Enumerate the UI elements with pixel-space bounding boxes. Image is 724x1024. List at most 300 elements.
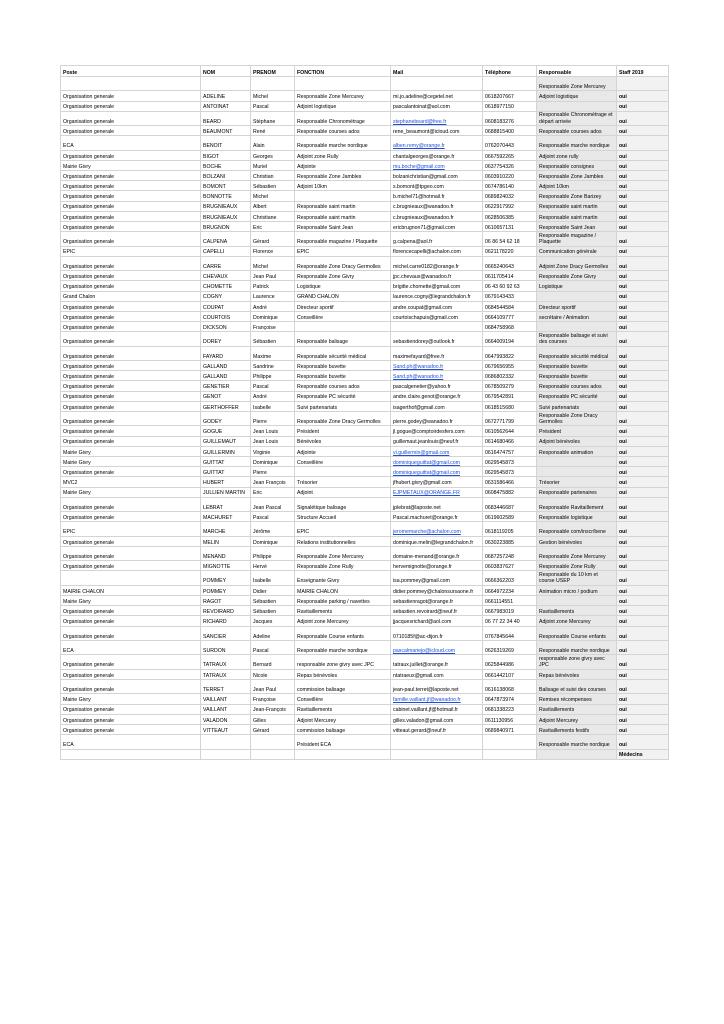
cell-mail bbox=[391, 522, 483, 536]
table-row bbox=[61, 126, 669, 136]
cell-nom: MENAND bbox=[201, 546, 251, 560]
cell-nom: BRUGNIEAUX bbox=[201, 201, 251, 211]
cell-mail bbox=[391, 749, 483, 759]
mail-text: mi.jo.adeline@cegetel.net bbox=[393, 94, 453, 101]
mail-text: s.bomont@tpgeo.com bbox=[393, 184, 444, 191]
cell-prenom: Isabelle bbox=[251, 401, 295, 411]
mail-text: maximefayard@free.fr bbox=[393, 353, 445, 360]
cell-nom: MARCHE bbox=[201, 522, 251, 536]
cell-fonction: MAIRIE CHALON bbox=[295, 585, 391, 595]
mail-text: chantalgeorges@orange.fr bbox=[393, 153, 455, 160]
cell-responsable: Responsable PC sécurité bbox=[537, 391, 617, 401]
cell-fonction: Responsable Chronométrage bbox=[295, 111, 391, 125]
cell-prenom: Jean-François bbox=[251, 704, 295, 714]
cell-fonction: Suivi partenariats bbox=[295, 401, 391, 411]
mail-text[interactable]: dominiqueguittat@gmail.com bbox=[393, 459, 460, 466]
cell-poste: ECA bbox=[61, 735, 201, 749]
cell-prenom: Eric bbox=[251, 487, 295, 497]
cell-mail bbox=[391, 281, 483, 291]
cell-responsable: Responsable Zone Barizey bbox=[537, 191, 617, 201]
table-row bbox=[61, 246, 669, 256]
cell-fonction: commission balisage bbox=[295, 679, 391, 693]
mail-text: g.calpena@aol.fr bbox=[393, 239, 433, 246]
cell-mail bbox=[391, 361, 483, 371]
cell-poste bbox=[61, 749, 201, 759]
spreadsheet bbox=[60, 65, 668, 760]
mail-text: jfhubert.givry@gmail.com bbox=[393, 480, 452, 487]
cell-responsable: Responsable Zone Givry bbox=[537, 271, 617, 281]
cell-prenom: Hervé bbox=[251, 561, 295, 571]
cell-responsable: Suivi partenariats bbox=[537, 401, 617, 411]
cell-telephone: 0666362203 bbox=[483, 571, 537, 585]
cell-mail bbox=[391, 596, 483, 606]
cell-prenom: Maxime bbox=[251, 346, 295, 360]
mail-text: sebastienragot@orange.fr bbox=[393, 598, 454, 605]
cell-responsable: Adjoint bénévoles bbox=[537, 436, 617, 446]
cell-staff: oui bbox=[617, 679, 669, 693]
cell-telephone: 0684544584 bbox=[483, 301, 537, 311]
cell-poste: Organisation generale bbox=[61, 412, 201, 426]
cell-poste: Organisation generale bbox=[61, 322, 201, 332]
cell-fonction: responsable zone givry avec JPC bbox=[295, 655, 391, 669]
cell-fonction: Logistique bbox=[295, 281, 391, 291]
cell-responsable: Adjoint zone Mercurey bbox=[537, 616, 617, 626]
cell-staff: oui bbox=[617, 512, 669, 522]
cell-poste: Organisation generale bbox=[61, 714, 201, 724]
mail-text: c.brugnieaux@wanadoo.fr bbox=[393, 204, 454, 211]
cell-responsable: Responsable consignes bbox=[537, 160, 617, 170]
cell-responsable: Responsable partenaires bbox=[537, 487, 617, 497]
cell-telephone: 0611705414 bbox=[483, 271, 537, 281]
header-responsable: Responsable bbox=[537, 66, 617, 77]
cell-responsable: Adjoint logistique bbox=[537, 91, 617, 101]
cell-responsable: Ravitaillements bbox=[537, 704, 617, 714]
cell-prenom bbox=[251, 735, 295, 749]
mail-text: jjacquesrichard@aol.com bbox=[393, 619, 452, 626]
cell-telephone: 06 77 22 34 40 bbox=[483, 616, 537, 626]
cell-fonction: Adjoint zone Rully bbox=[295, 150, 391, 160]
cell-fonction: Responsable buvette bbox=[295, 371, 391, 381]
mail-text[interactable]: Sand.ph@wanadoo.fr bbox=[393, 363, 444, 370]
cell-nom: TATRAUX bbox=[201, 669, 251, 679]
cell-telephone: 0762070443 bbox=[483, 136, 537, 150]
cell-staff: oui bbox=[617, 596, 669, 606]
table-row bbox=[61, 655, 669, 669]
cell-staff: oui bbox=[617, 246, 669, 256]
mail-text: michel.carre0182@orange.fr bbox=[393, 263, 459, 270]
cell-mail bbox=[391, 704, 483, 714]
cell-mail bbox=[391, 332, 483, 346]
cell-staff: oui bbox=[617, 160, 669, 170]
table-row bbox=[61, 749, 669, 759]
cell-poste: Mairie Givry bbox=[61, 694, 201, 704]
mail-text[interactable]: alben.remy@orange.fr bbox=[393, 143, 445, 150]
cell-telephone: 0661114551 bbox=[483, 596, 537, 606]
table-row bbox=[61, 626, 669, 640]
cell-staff: oui bbox=[617, 91, 669, 101]
mail-text: florencecapelli@achalon.com bbox=[393, 249, 461, 256]
cell-nom: MIGNOTTE bbox=[201, 561, 251, 571]
cell-poste: Organisation generale bbox=[61, 436, 201, 446]
cell-mail bbox=[391, 512, 483, 522]
cell-staff: oui bbox=[617, 222, 669, 232]
cell-responsable: Responsable saint martin bbox=[537, 201, 617, 211]
table-row bbox=[61, 171, 669, 181]
mail-text[interactable]: dominiqueguittat@gmail.com bbox=[393, 469, 460, 476]
cell-mail bbox=[391, 91, 483, 101]
cell-mail bbox=[391, 181, 483, 191]
cell-responsable: Responsable animation bbox=[537, 446, 617, 456]
cell-prenom: Gilles bbox=[251, 714, 295, 724]
cell-prenom: Christian bbox=[251, 171, 295, 181]
mail-text: jplebrat@laposte.net bbox=[393, 504, 441, 511]
cell-poste: Mairie Givry bbox=[61, 160, 201, 170]
table-row bbox=[61, 222, 669, 232]
cell-poste: Organisation generale bbox=[61, 704, 201, 714]
cell-prenom: Jérôme bbox=[251, 522, 295, 536]
cell-nom: BIGOT bbox=[201, 150, 251, 160]
cell-telephone: 0628506385 bbox=[483, 211, 537, 221]
cell-fonction: Repas bénévoles bbox=[295, 669, 391, 679]
cell-responsable: Responsable Zone Mercurey bbox=[537, 546, 617, 560]
cell-poste: Organisation generale bbox=[61, 655, 201, 669]
cell-prenom bbox=[251, 749, 295, 759]
cell-fonction: Président ECA bbox=[295, 735, 391, 749]
table-row bbox=[61, 136, 669, 150]
cell-telephone: 0629545873 bbox=[483, 467, 537, 477]
table-row bbox=[61, 361, 669, 371]
cell-staff: oui bbox=[617, 669, 669, 679]
cell-mail bbox=[391, 561, 483, 571]
header-telephone: Téléphone bbox=[483, 66, 537, 77]
cell-responsable: Responsable saint martin bbox=[537, 211, 617, 221]
mail-text[interactable]: jeromemarche@achalon.com bbox=[393, 529, 461, 536]
cell-nom: FAYARD bbox=[201, 346, 251, 360]
cell-staff: oui bbox=[617, 371, 669, 381]
cell-poste: EPIC bbox=[61, 522, 201, 536]
cell-nom: JULLIEN MARTIN bbox=[201, 487, 251, 497]
table-row bbox=[61, 446, 669, 456]
cell-responsable: secrétaire / Animation bbox=[537, 311, 617, 321]
cell-responsable: Animation micro / podium bbox=[537, 585, 617, 595]
cell-mail bbox=[391, 487, 483, 497]
cell-telephone: 0618977150 bbox=[483, 101, 537, 111]
mail-text: tatraux.juillet@orange.fr bbox=[393, 662, 449, 669]
cell-mail bbox=[391, 101, 483, 111]
cell-mail bbox=[391, 497, 483, 511]
cell-mail bbox=[391, 126, 483, 136]
cell-telephone: 0603837627 bbox=[483, 561, 537, 571]
cell-poste: Organisation generale bbox=[61, 669, 201, 679]
table-row bbox=[61, 679, 669, 693]
cell-prenom: Jean Louis bbox=[251, 436, 295, 446]
table-row bbox=[61, 536, 669, 546]
table-row bbox=[61, 426, 669, 436]
cell-responsable: Responsable Zone Dracy Germolles bbox=[537, 412, 617, 426]
cell-mail bbox=[391, 724, 483, 734]
cell-poste: Organisation generale bbox=[61, 211, 201, 221]
cell-prenom: Michel bbox=[251, 91, 295, 101]
cell-telephone: 0683446687 bbox=[483, 497, 537, 511]
cell-fonction: Responsable parking / navettes bbox=[295, 596, 391, 606]
cell-fonction: Conseillère bbox=[295, 694, 391, 704]
cell-staff: oui bbox=[617, 136, 669, 150]
table-row bbox=[61, 232, 669, 246]
cell-telephone: 0603910220 bbox=[483, 171, 537, 181]
cell-telephone: 0664109777 bbox=[483, 311, 537, 321]
cell-poste: Organisation generale bbox=[61, 467, 201, 477]
cell-telephone: 0679542891 bbox=[483, 391, 537, 401]
cell-responsable: Responsable courses ados bbox=[537, 381, 617, 391]
cell-nom: BENOIT bbox=[201, 136, 251, 150]
cell-responsable: Responsable Zone Jambles bbox=[537, 171, 617, 181]
mail-text[interactable]: vi.guillermin@gmail.com bbox=[393, 449, 450, 456]
cell-poste: Organisation generale bbox=[61, 301, 201, 311]
cell-poste: Organisation generale bbox=[61, 111, 201, 125]
table-row bbox=[61, 704, 669, 714]
cell-mail bbox=[391, 322, 483, 332]
cell-fonction: Adjoint logistique bbox=[295, 101, 391, 111]
cell-poste: Mairie Givry bbox=[61, 457, 201, 467]
table-row bbox=[61, 271, 669, 281]
cell-responsable bbox=[537, 291, 617, 301]
table-row bbox=[61, 91, 669, 101]
cell-nom: CHOMETTE bbox=[201, 281, 251, 291]
cell-staff: oui bbox=[617, 211, 669, 221]
cell-fonction: Responsable marche nordique bbox=[295, 136, 391, 150]
cell-poste: Organisation generale bbox=[61, 426, 201, 436]
table-row bbox=[61, 561, 669, 571]
header-staff-2019: Staff 2019 bbox=[617, 66, 669, 77]
cell-fonction: Directeur sportif bbox=[295, 301, 391, 311]
cell-prenom: André bbox=[251, 301, 295, 311]
table-row bbox=[61, 371, 669, 381]
cell-staff: oui bbox=[617, 291, 669, 301]
mail-text: Pascal.machuret@orange.fr bbox=[393, 514, 458, 521]
mail-text: sebastiendorey@outlook.fr bbox=[393, 339, 455, 346]
cell-responsable: Responsable logistique bbox=[537, 512, 617, 522]
cell-nom: GALLAND bbox=[201, 361, 251, 371]
cell-nom: VAILLANT bbox=[201, 694, 251, 704]
cell-staff: oui bbox=[617, 126, 669, 136]
cell-poste: MAIRIE CHALON bbox=[61, 585, 201, 595]
cell-telephone: 0686802332 bbox=[483, 371, 537, 381]
mail-text[interactable]: famille.vaillant.jf@wanadoo.fr bbox=[393, 697, 461, 704]
cell-responsable: Trésorier bbox=[537, 477, 617, 487]
cell-telephone: 0631586466 bbox=[483, 477, 537, 487]
cell-mail bbox=[391, 446, 483, 456]
cell-responsable: Ravitaillements bbox=[537, 606, 617, 616]
cell-telephone: 0616474757 bbox=[483, 446, 537, 456]
table-row bbox=[61, 467, 669, 477]
table-row bbox=[61, 669, 669, 679]
cell-telephone: 06 86 54 62 18 bbox=[483, 232, 537, 246]
cell-prenom: Philippe bbox=[251, 371, 295, 381]
cell-staff: oui bbox=[617, 322, 669, 332]
cell-prenom: Virginie bbox=[251, 446, 295, 456]
table-row bbox=[61, 571, 669, 585]
cell-staff: oui bbox=[617, 561, 669, 571]
cell-staff: oui bbox=[617, 536, 669, 546]
cell-fonction: commission balisage bbox=[295, 724, 391, 734]
table-row bbox=[61, 311, 669, 321]
mail-text[interactable]: Sand.ph@wanadoo.fr bbox=[393, 374, 444, 381]
cell-telephone: 0647873974 bbox=[483, 694, 537, 704]
table-row bbox=[61, 641, 669, 655]
cell-prenom: Dominique bbox=[251, 311, 295, 321]
cell-nom: COGNY bbox=[201, 291, 251, 301]
cell-telephone: 0619602589 bbox=[483, 512, 537, 522]
table-row bbox=[61, 111, 669, 125]
cell-telephone: 0689824032 bbox=[483, 191, 537, 201]
cell-responsable: Responsable marche nordique bbox=[537, 735, 617, 749]
cell-mail bbox=[391, 311, 483, 321]
cell-poste: Organisation generale bbox=[61, 191, 201, 201]
cell-staff: oui bbox=[617, 446, 669, 456]
cell-nom: VAILLANT bbox=[201, 704, 251, 714]
mail-text[interactable]: pascalmariejo@icloud.com bbox=[393, 648, 456, 654]
cell-mail bbox=[391, 694, 483, 704]
cell-nom: GENOT bbox=[201, 391, 251, 401]
cell-nom: ANTOINAT bbox=[201, 101, 251, 111]
cell-prenom: Alain bbox=[251, 136, 295, 150]
table-row bbox=[61, 436, 669, 446]
cell-poste: Organisation generale bbox=[61, 201, 201, 211]
cell-responsable: Responsable marche nordique bbox=[537, 641, 617, 655]
header-prenom: PRENOM bbox=[251, 66, 295, 77]
mail-text[interactable]: mu.boche@gmail.com bbox=[393, 163, 445, 170]
table-row bbox=[61, 724, 669, 734]
cell-prenom: Muriel bbox=[251, 160, 295, 170]
cell-mail bbox=[391, 77, 483, 91]
header-poste: Poste bbox=[61, 66, 201, 77]
cell-poste: Organisation generale bbox=[61, 536, 201, 546]
cell-fonction: Responsable Saint Jean bbox=[295, 222, 391, 232]
cell-poste: Organisation generale bbox=[61, 724, 201, 734]
cell-fonction: Responsable sécurité médical bbox=[295, 346, 391, 360]
cell-staff: oui bbox=[617, 391, 669, 401]
cell-prenom: Philippe bbox=[251, 546, 295, 560]
table-row bbox=[61, 181, 669, 191]
cell-poste: Organisation generale bbox=[61, 256, 201, 270]
cell-responsable: Adjoint 10km bbox=[537, 181, 617, 191]
cell-prenom: Florence bbox=[251, 246, 295, 256]
cell-mail bbox=[391, 381, 483, 391]
cell-staff: oui bbox=[617, 606, 669, 616]
cell-nom: COUPAT bbox=[201, 301, 251, 311]
table-row bbox=[61, 301, 669, 311]
cell-nom bbox=[201, 749, 251, 759]
cell-prenom: Didier bbox=[251, 585, 295, 595]
cell-telephone: 0647993822 bbox=[483, 346, 537, 360]
cell-responsable: Responsable Course enfants bbox=[537, 626, 617, 640]
mail-text[interactable]: EJPMETAUX@ORANGE.FR bbox=[393, 490, 460, 497]
cell-prenom: Gérard bbox=[251, 232, 295, 246]
cell-poste: Organisation generale bbox=[61, 626, 201, 640]
cell-fonction bbox=[295, 749, 391, 759]
cell-fonction: Responsable Zone Mercurey bbox=[295, 546, 391, 560]
mail-text: dominique.melin@legrandchalon.fr bbox=[393, 539, 474, 546]
cell-fonction bbox=[295, 467, 391, 477]
cell-staff: oui bbox=[617, 426, 669, 436]
cell-mail bbox=[391, 160, 483, 170]
cell-prenom: Jean Louis bbox=[251, 426, 295, 436]
cell-mail bbox=[391, 536, 483, 546]
cell-telephone: 0687257248 bbox=[483, 546, 537, 560]
mail-text: andre.coupat@gmail.com bbox=[393, 304, 453, 311]
cell-nom: GUILLERMIN bbox=[201, 446, 251, 456]
cell-prenom: Sébastien bbox=[251, 596, 295, 606]
cell-poste: ECA bbox=[61, 641, 201, 655]
cell-poste: Organisation generale bbox=[61, 346, 201, 360]
cell-telephone: 0665240643 bbox=[483, 256, 537, 270]
table-row bbox=[61, 332, 669, 346]
cell-fonction: Responsable Zone Mercurey bbox=[295, 91, 391, 101]
cell-telephone: 0622917992 bbox=[483, 201, 537, 211]
cell-prenom: Pascal bbox=[251, 381, 295, 391]
cell-staff: oui bbox=[617, 724, 669, 734]
cell-fonction: Adjointe bbox=[295, 160, 391, 170]
cell-telephone: 0610562644 bbox=[483, 426, 537, 436]
cell-prenom: Eric bbox=[251, 222, 295, 232]
cell-telephone: 0618119205 bbox=[483, 522, 537, 536]
cell-fonction: Responsable balisage bbox=[295, 332, 391, 346]
cell-prenom: Jean François bbox=[251, 477, 295, 487]
cell-prenom: Michel bbox=[251, 191, 295, 201]
cell-nom: SURDON bbox=[201, 641, 251, 655]
mail-text: brigitte.chomette@gmail.com bbox=[393, 284, 461, 291]
cell-staff: oui bbox=[617, 311, 669, 321]
cell-responsable bbox=[537, 596, 617, 606]
cell-nom: GERTHOFFER bbox=[201, 401, 251, 411]
cell-staff: oui bbox=[617, 616, 669, 626]
staff-table bbox=[60, 65, 669, 760]
cell-telephone: 0672771799 bbox=[483, 412, 537, 426]
cell-responsable: responsable zone givry avec JPC bbox=[537, 655, 617, 669]
cell-telephone: 0614680466 bbox=[483, 436, 537, 446]
cell-mail bbox=[391, 669, 483, 679]
cell-mail bbox=[391, 246, 483, 256]
cell-staff: oui bbox=[617, 281, 669, 291]
mail-text[interactable]: stephanebeard@free.fr bbox=[393, 118, 447, 125]
cell-fonction: Responsable Zone Dracy Germolles bbox=[295, 256, 391, 270]
cell-mail bbox=[391, 436, 483, 446]
cell-prenom: Sébastien bbox=[251, 606, 295, 616]
cell-nom: GUILLEMAUT bbox=[201, 436, 251, 446]
cell-staff: oui bbox=[617, 181, 669, 191]
cell-staff: Médecins bbox=[617, 749, 669, 759]
cell-mail bbox=[391, 585, 483, 595]
mail-text: ericbrugnon71@gmail.com bbox=[393, 224, 456, 231]
cell-mail bbox=[391, 655, 483, 669]
cell-telephone: 0630223885 bbox=[483, 536, 537, 546]
cell-nom: DICKSON bbox=[201, 322, 251, 332]
cell-prenom: Pierre bbox=[251, 467, 295, 477]
cell-poste: Mairie Givry bbox=[61, 446, 201, 456]
cell-mail bbox=[391, 571, 483, 585]
cell-staff: oui bbox=[617, 735, 669, 749]
table-row bbox=[61, 694, 669, 704]
header-fonction: FONCTION bbox=[295, 66, 391, 77]
cell-poste: ECA bbox=[61, 136, 201, 150]
cell-nom: CAPELLI bbox=[201, 246, 251, 256]
cell-staff: oui bbox=[617, 571, 669, 585]
cell-prenom: Michel bbox=[251, 256, 295, 270]
mail-text: jpc.chevaux@wanadoo.fr bbox=[393, 273, 452, 280]
table-row bbox=[61, 201, 669, 211]
cell-nom: RICHARD bbox=[201, 616, 251, 626]
cell-poste: Organisation generale bbox=[61, 271, 201, 281]
